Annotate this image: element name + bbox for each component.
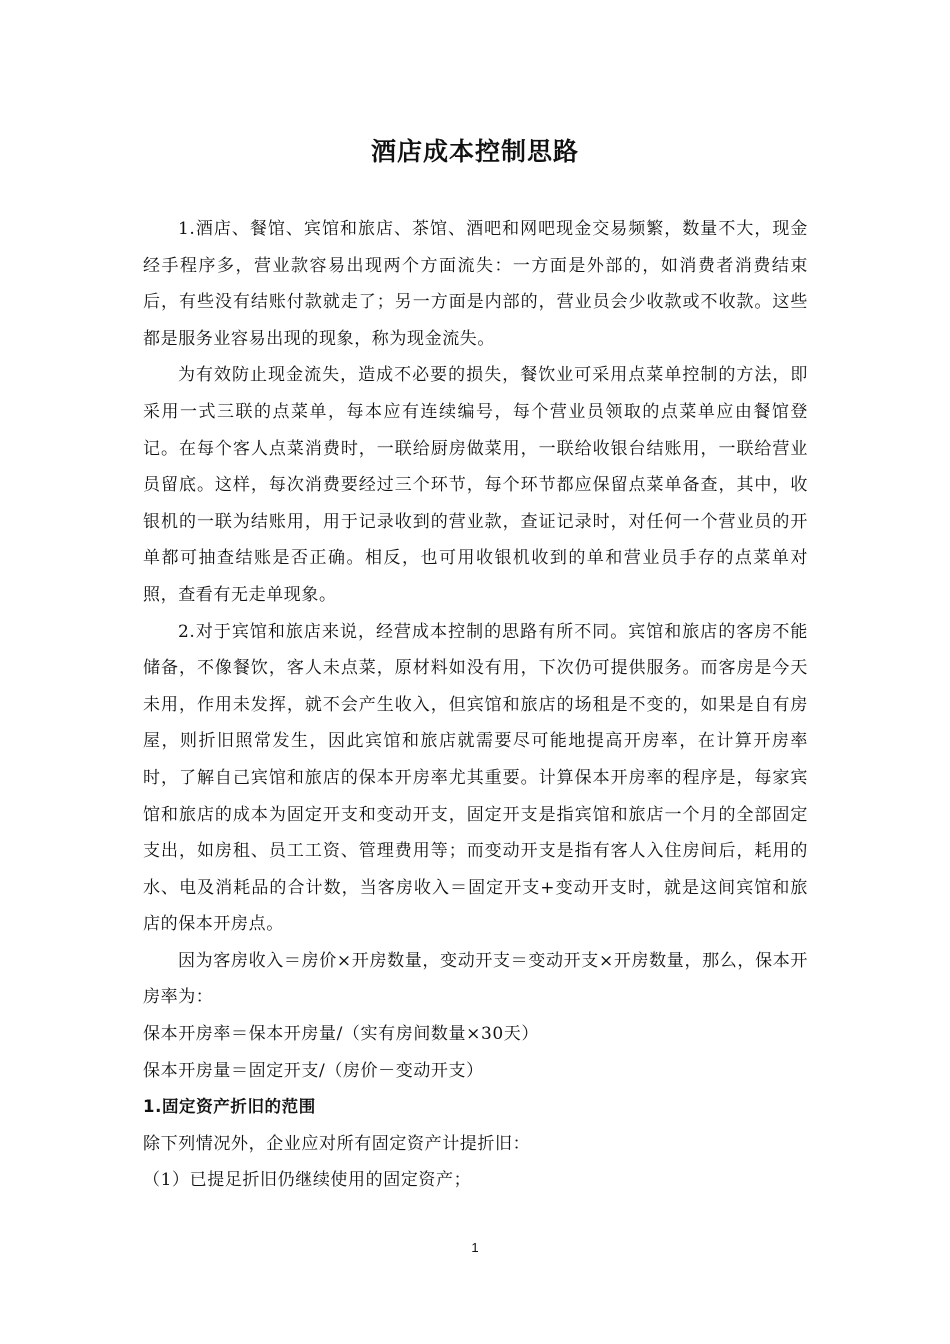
paragraph-hotel-cost: 2.对于宾馆和旅店来说，经营成本控制的思路有所不同。宾馆和旅店的客房不能储备，不像餐饮，客人未点菜，原材料如没有用，下次仍可提供服务。而客房是今天未用，作用未发挥，就不会产生收入，但宾馆和旅店的场租是不变的，如果是自有房屋，则折旧照常发生，因此宾馆和旅店就需要尽可能地提高开房率，在计算开房率时，了解自己宾馆和旅店的保本开房率尤其重要。计算保本开房率的程序是，每家宾馆和旅店的成本为固定开支和变动开支，固定开支是指宾馆和旅店一个月的全部固定支出，如房租、员工工资、管理费用等；而变动开支是指有客人入住房间后，耗用的水、电及消耗品的合计数，当客房收入＝固定开支+变动开支时，就是这间宾馆和旅店的保本开房点。 <box>143 621 808 935</box>
paragraph-breakeven-intro: 因为客房收入＝房价×开房数量，变动开支＝变动开支×开房数量，那么，保本开房率为： <box>143 950 808 1008</box>
list-item-1: （1）已提足折旧仍继续使用的固定资产； <box>143 1170 472 1191</box>
paragraph-order-control: 为有效防止现金流失，造成不必要的损失，餐饮业可采用点菜单控制的方法，即采用一式三联的点菜单，每本应有连续编号，每个营业员领取的点菜单应由餐馆登记。在每个客人点菜消费时，一联给厨房做菜用，一联给收银台结账用，一联给营业员留底。这样，每次消费要经过三个环节，每个环节都应保留点菜单备查，其中，收银机的一联为结账用，用于记录收到的营业款，查证记录时，对任何一个营业员的开单都可抽查结账是否正确。相反，也可用收银机收到的单和营业员手存的点菜单对照，查看有无走单现象。 <box>143 365 808 605</box>
section-heading-depreciation: 1.固定资产折旧的范围 <box>143 1097 316 1117</box>
page-number: 1 <box>471 1240 479 1255</box>
document-body <box>143 211 808 1199</box>
page-title: 酒店成本控制思路 <box>370 137 579 166</box>
paragraph-cash-loss: 1.酒店、餐馆、宾馆和旅店、茶馆、酒吧和网吧现金交易频繁，数量不大，现金经手程序多，营业款容易出现两个方面流失：一方面是外部的，如消费者消费结束后，有些没有结账付款就走了；另一方面是内部的，营业员会少收款或不收款。这些都是服务业容易出现的现象，称为现金流失。 <box>143 219 808 349</box>
formula-breakeven-volume: 保本开房量＝固定开支/（房价－变动开支） <box>143 1060 484 1081</box>
formula-breakeven-rate: 保本开房率＝保本开房量/（实有房间数量×30天） <box>143 1024 540 1045</box>
paragraph-depreciation-scope: 除下列情况外，企业应对所有固定资产计提折旧： <box>143 1133 531 1154</box>
